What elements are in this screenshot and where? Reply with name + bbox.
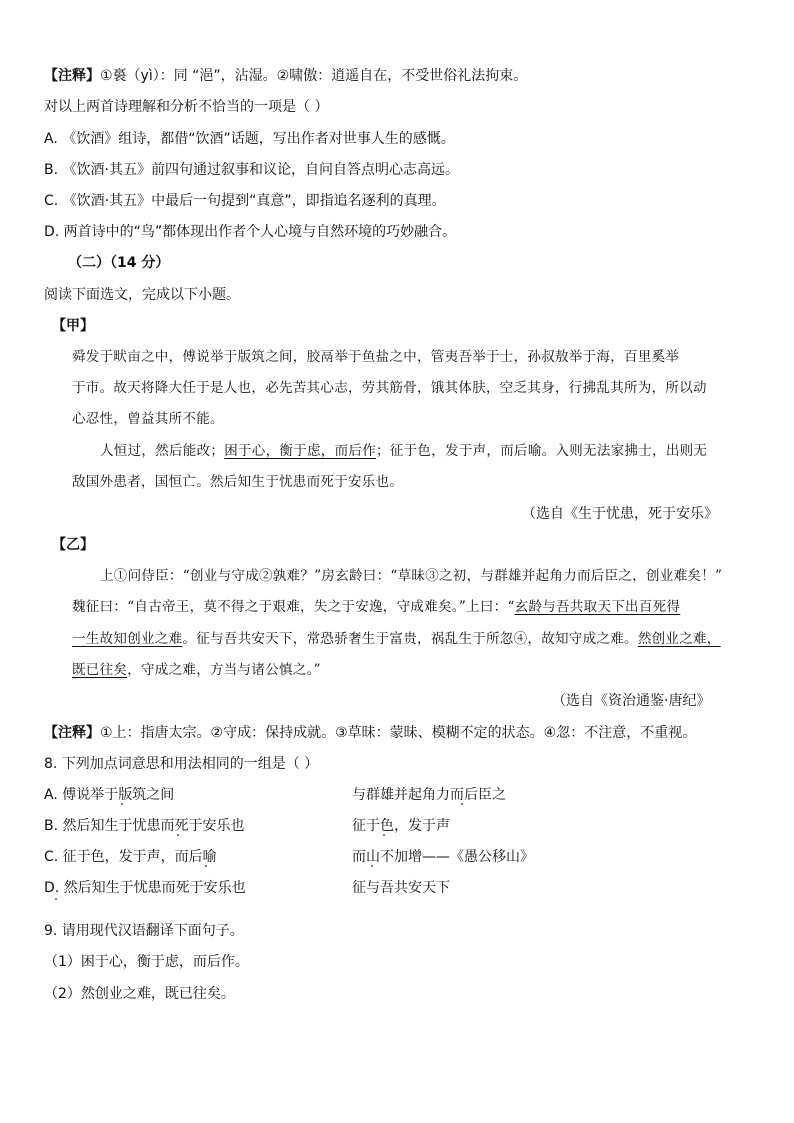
underlined-sentence: 既已往矣 [72,662,128,678]
q9-item-2: （2）然创业之难，既已往矣。 [44,986,235,1002]
note2-label: 【注释】 [44,725,100,741]
note2-line [44,723,696,743]
text-segment: 人恒过，然后能改； [100,443,225,459]
option-a: A. 《饮酒》组诗，都借“饮酒”话题，写出作者对世事人生的感慨。 [44,131,455,147]
q8-row-c-left: C. 征于色，发于声，而后喻 [44,849,217,865]
passage-jia-line: 于市。故天将降大任于是人也，必先苦其心志，劳其筋骨，饿其体肤，空乏其身，行拂乱其所为，所以动 [72,380,707,396]
question-7-stem: 对以上两首诗理解和分析不恰当的一项是（ ） [44,99,329,115]
emphasis-dot [461,803,463,805]
underlined-sentence: 然创业之难， [637,631,721,647]
passage-jia-line: 舜发于畎亩之中，傅说举于版筑之间，胶鬲举于鱼盐之中，管夷吾举于士，孙叔敖举于海，百里奚举 [72,349,680,365]
section-instruction: 阅读下面选文，完成以下小题。 [44,287,240,303]
passage-jia-label: 【甲】 [52,318,94,334]
q9-item-1: （1）困于心，衡于虑，而后作。 [44,954,249,970]
passage-jia-line: 敌国外患者，国恒亡。然后知生于忧患而死于安乐也。 [72,474,404,490]
passage-jia-line [100,441,707,461]
emphasis-dot [121,803,123,805]
q8-row-b-right: 征于色，发于声 [352,818,450,834]
q8-row-d-left: D. 然后知生于忧患而死于安乐也 [44,880,246,896]
emphasis-dot [371,865,373,867]
passage-yi-line [72,597,680,617]
option-b: B. 《饮酒·其五》前四句通过叙事和议论，自问自答点明心志高远。 [44,162,459,178]
passage-jia-source: （选自《生于忧患，死于安乐》 [522,506,718,522]
passage-yi-label: 【乙】 [52,537,94,553]
underlined-sentence: 困于心，衡于虑，而后作 [224,443,377,459]
passage-yi-line [72,629,721,649]
note-line [44,66,527,86]
note-text: ①裛（yì）：同 “浥”，沾湿。②啸傲：逍遥自在，不受世俗礼法拘束。 [100,68,528,84]
note2-text: ①上：指唐太宗。②守成：保持成就。③草昧：蒙昧、模糊不定的状态。④忽：不注意，不重视。 [100,725,697,741]
text-segment: ；征于色，发于声，而后喻。入则无法家拂士，出则无 [376,443,708,459]
emphasis-dot [55,898,57,900]
emphasis-dot [177,834,179,836]
passage-yi-source: （选自《资治通鉴·唐纪》 [552,693,711,709]
passage-jia-line: 心忍性，曾益其所不能。 [72,411,224,427]
q8-row-a-right: 与群雄并起角力而后臣之 [352,787,506,803]
section-heading: （二）（14 分） [68,255,170,271]
text-segment: 。征与吾共安天下，常恐骄奢生于富贵，祸乱生于所忽④，故知守成之难。 [182,631,638,647]
q8-row-d-right: 征与吾共安天下 [352,880,450,896]
text-segment: ，守成之难，方当与诸公慎之。” [127,662,321,678]
question-9-stem: 9. 请用现代汉语翻译下面句子。 [44,923,244,939]
passage-yi-line: 上①问侍臣：“创业与守成②孰难？”房玄龄曰：“草昧③之初，与群雄并起角力而后臣之，创业难矣！” [100,568,723,584]
q8-row-c-right: 而山不加增——《愚公移山》 [352,849,534,865]
underlined-sentence: 一生故知创业之难 [72,631,183,647]
option-d: D. 两首诗中的“鸟”都体现出作者个人心境与自然环境的巧妙融合。 [44,224,457,240]
q8-row-b-left: B. 然后知生于忧患而死于安乐也 [44,818,245,834]
underlined-sentence: 玄龄与吾共取天下出百死得 [514,599,681,615]
text-segment: 魏征曰：“自古帝王，莫不得之于艰难，失之于安逸，守成难矣。”上曰：“ [72,599,515,615]
q8-row-a-left: A. 傅说举于版筑之间 [44,787,175,803]
emphasis-dot [205,865,207,867]
question-8-stem: 8. 下列加点词意思和用法相同的一组是（ ） [44,756,319,772]
note-label: 【注释】 [44,68,100,84]
option-c: C. 《饮酒·其五》中最后一句提到“真意”，即指追名逐利的真理。 [44,193,446,209]
passage-yi-line [72,660,321,680]
emphasis-dot [383,834,385,836]
